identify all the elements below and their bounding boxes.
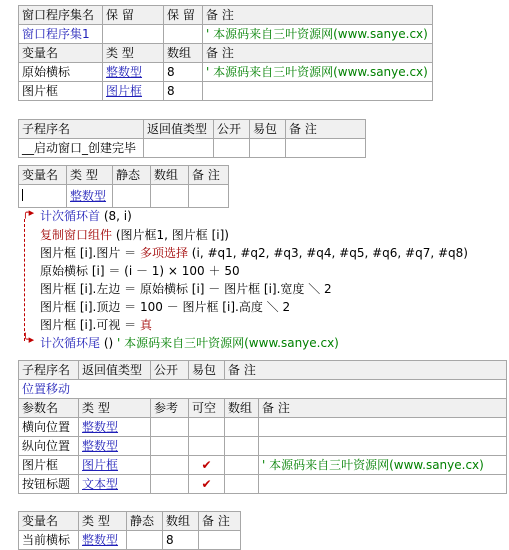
code-line-loop-end[interactable] <box>40 334 339 352</box>
param-nullable-check-icon[interactable]: ✔ <box>189 475 225 494</box>
loop-end-note: ' 本源码来自三叶资源网(www.sanye.cx) <box>117 336 339 350</box>
param-note[interactable] <box>259 437 507 456</box>
local-var-table-2 <box>18 511 241 550</box>
col-return-type: 返回值类型 <box>144 120 214 139</box>
table-row[interactable] <box>19 63 433 82</box>
param-name[interactable]: 纵向位置 <box>19 437 79 456</box>
table-row[interactable] <box>19 475 507 494</box>
table-row[interactable] <box>19 456 507 475</box>
line3-text: 原始横标 [i] ＝ (i － 1) × 100 ＋ 50 <box>40 264 240 278</box>
local-type[interactable]: 整数型 <box>79 531 127 550</box>
line2-args: (i, #q1, #q2, #q3, #q4, #q5, #q6, #q7, #q8) <box>187 246 468 260</box>
local-note[interactable] <box>189 185 229 208</box>
line5-text: 图片框 [i].顶边 ＝ 100 － 图片框 [i].高度 ＼ 2 <box>40 300 291 314</box>
col-pkg: 易包 <box>250 120 286 139</box>
col-local-type: 类 型 <box>67 166 113 185</box>
col-local-note: 备 注 <box>189 166 229 185</box>
param-array[interactable] <box>225 475 259 494</box>
code-line-5[interactable] <box>40 298 290 316</box>
line4-text: 图片框 [i].左边 ＝ 原始横标 [i] － 图片框 [i].宽度 ＼ 2 <box>40 282 332 296</box>
param-note[interactable] <box>259 475 507 494</box>
col-note: 备 注 <box>286 120 366 139</box>
col-return-type: 返回值类型 <box>79 361 151 380</box>
param-header-row <box>19 399 507 418</box>
col-keep-1: 保 留 <box>103 6 164 25</box>
local-header-row <box>19 166 229 185</box>
col-var-name: 变量名 <box>19 44 103 63</box>
sub-table-move <box>18 360 507 494</box>
line6-lhs: 图片框 [i].可视 ＝ <box>40 318 140 332</box>
assembly-name[interactable]: 窗口程序集1 <box>19 25 103 44</box>
assembly-keep-1[interactable] <box>103 25 164 44</box>
col-local-static: 静态 <box>127 512 163 531</box>
col-assembly-name: 窗口程序集名 <box>19 6 103 25</box>
table-row[interactable] <box>19 531 241 550</box>
param-array[interactable] <box>225 437 259 456</box>
param-array[interactable] <box>225 456 259 475</box>
param-name[interactable]: 横向位置 <box>19 418 79 437</box>
col-param-type: 类 型 <box>79 399 151 418</box>
var-array[interactable]: 8 <box>164 82 203 101</box>
code-line-3[interactable] <box>40 262 240 280</box>
var-type[interactable]: 整数型 <box>103 63 164 82</box>
loop-start-arrow-icon: ╭▸ <box>22 206 35 219</box>
loop-start-args: (8, i) <box>100 209 132 223</box>
sub-table-startup <box>18 119 366 158</box>
col-local-name: 变量名 <box>19 166 67 185</box>
param-nullable[interactable] <box>189 418 225 437</box>
code-line-1[interactable] <box>40 226 229 244</box>
param-name[interactable]: 图片框 <box>19 456 79 475</box>
line2-lhs: 图片框 [i].图片 ＝ <box>40 246 140 260</box>
sub-note[interactable] <box>286 139 366 158</box>
col-param-nullable: 可空 <box>189 399 225 418</box>
keyword-true: 真 <box>139 318 152 332</box>
local-static[interactable] <box>127 531 163 550</box>
param-type[interactable]: 图片框 <box>79 456 151 475</box>
keyword-loop-end: 计次循环尾 <box>40 336 101 350</box>
table-row[interactable] <box>19 437 507 456</box>
sub2-header-row <box>19 361 507 380</box>
sub-header-row <box>19 120 366 139</box>
col-param-array: 数组 <box>225 399 259 418</box>
line1-args: (图片框1, 图片框 [i]) <box>112 228 229 242</box>
col-local-note: 备 注 <box>199 512 241 531</box>
param-name[interactable]: 按钮标题 <box>19 475 79 494</box>
col-var-array: 数组 <box>164 44 203 63</box>
col-param-ref: 参考 <box>151 399 189 418</box>
param-nullable[interactable] <box>189 437 225 456</box>
func-copy-component: 复制窗口组件 <box>40 228 113 242</box>
sub-name[interactable]: __启动窗口_创建完毕 <box>19 139 144 158</box>
assembly-table <box>18 5 433 101</box>
param-note[interactable] <box>259 418 507 437</box>
col-param-note: 备 注 <box>259 399 507 418</box>
local-array[interactable] <box>151 185 189 208</box>
loop-end-args: () <box>100 336 118 350</box>
param-ref[interactable] <box>151 418 189 437</box>
col-note: 备 注 <box>203 6 433 25</box>
col-local-name: 变量名 <box>19 512 79 531</box>
param-array[interactable] <box>225 418 259 437</box>
col-local-array: 数组 <box>151 166 189 185</box>
local-note[interactable] <box>199 531 241 550</box>
local-name[interactable] <box>19 185 67 208</box>
col-param-name: 参数名 <box>19 399 79 418</box>
assembly-row[interactable] <box>19 25 433 44</box>
assembly-keep-2[interactable] <box>164 25 203 44</box>
param-note[interactable]: ' 本源码来自三叶资源网(www.sanye.cx) <box>259 456 507 475</box>
col-keep-2: 保 留 <box>164 6 203 25</box>
text-cursor <box>22 189 23 201</box>
col-local-type: 类 型 <box>79 512 127 531</box>
col-pkg: 易包 <box>189 361 225 380</box>
var-name[interactable]: 图片框 <box>19 82 103 101</box>
table-row[interactable] <box>19 82 433 101</box>
col-local-static: 静态 <box>113 166 151 185</box>
col-local-array: 数组 <box>163 512 199 531</box>
var-header-row <box>19 44 433 63</box>
col-public: 公开 <box>151 361 189 380</box>
table-row[interactable] <box>19 418 507 437</box>
param-type[interactable]: 整数型 <box>79 418 151 437</box>
loop-end-arrow-icon: ╰▸ <box>22 333 35 346</box>
var-name[interactable]: 原始横标 <box>19 63 103 82</box>
loop-guide-line <box>24 219 25 341</box>
col-public: 公开 <box>214 120 250 139</box>
col-sub-name: 子程序名 <box>19 120 144 139</box>
assembly-header-row <box>19 6 433 25</box>
code-line-4[interactable] <box>40 280 332 298</box>
param-ref[interactable] <box>151 456 189 475</box>
func-multi-select: 多项选择 <box>139 246 188 260</box>
var-note[interactable] <box>203 82 433 101</box>
code-line-loop-start[interactable] <box>40 207 132 225</box>
param-ref[interactable] <box>151 475 189 494</box>
sub-name-position-move[interactable]: 位置移动 <box>19 380 507 399</box>
local-var-table <box>18 165 229 208</box>
var-note[interactable]: ' 本源码来自三叶资源网(www.sanye.cx) <box>203 63 433 82</box>
sub2-row[interactable] <box>19 380 507 399</box>
sub-pkg[interactable] <box>250 139 286 158</box>
code-line-6[interactable] <box>40 316 152 334</box>
param-type[interactable]: 整数型 <box>79 437 151 456</box>
local2-header-row <box>19 512 241 531</box>
local-type[interactable]: 整数型 <box>67 185 113 208</box>
var-type[interactable]: 图片框 <box>103 82 164 101</box>
code-line-2[interactable] <box>40 244 468 262</box>
assembly-note[interactable]: ' 本源码来自三叶资源网(www.sanye.cx) <box>203 25 433 44</box>
local-name[interactable]: 当前横标 <box>19 531 79 550</box>
col-sub-name: 子程序名 <box>19 361 79 380</box>
col-var-note: 备 注 <box>203 44 433 63</box>
local-static[interactable] <box>113 185 151 208</box>
param-ref[interactable] <box>151 437 189 456</box>
sub-row[interactable] <box>19 139 366 158</box>
col-note: 备 注 <box>225 361 507 380</box>
var-array[interactable]: 8 <box>164 63 203 82</box>
table-row[interactable] <box>19 185 229 208</box>
param-nullable-check-icon[interactable]: ✔ <box>189 456 225 475</box>
param-type[interactable]: 文本型 <box>79 475 151 494</box>
sub-public[interactable] <box>214 139 250 158</box>
local-array[interactable]: 8 <box>163 531 199 550</box>
keyword-loop-start: 计次循环首 <box>40 209 101 223</box>
col-var-type: 类 型 <box>103 44 164 63</box>
sub-return-type[interactable] <box>144 139 214 158</box>
